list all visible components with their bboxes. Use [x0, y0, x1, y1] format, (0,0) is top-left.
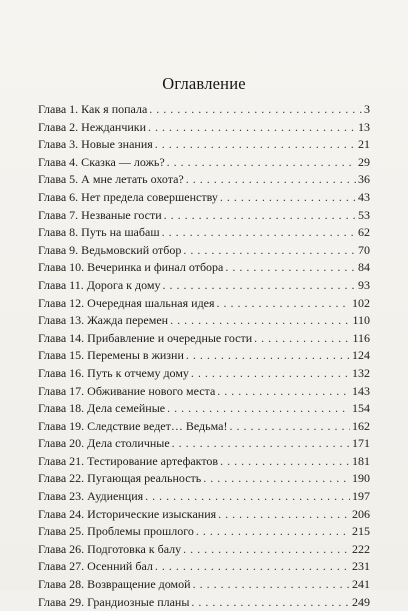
dot-leader — [229, 418, 350, 436]
toc-entry-label: Глава 13. Жажда перемен — [38, 313, 169, 328]
toc-entry — [38, 330, 370, 348]
toc-entry-label: Глава 5. А мне летать охота? — [38, 172, 184, 187]
toc-entry — [38, 312, 370, 330]
dot-leader — [220, 453, 350, 471]
dot-leader — [145, 488, 350, 506]
toc-entry-page-number: 162 — [352, 418, 370, 433]
toc-entry-page-number: 70 — [358, 242, 370, 257]
toc-entry — [38, 347, 370, 365]
toc-entry-page-number: 102 — [352, 295, 370, 310]
toc-entry-page-number: 93 — [358, 277, 370, 292]
toc-entry-label: Глава 1. Как я попала — [38, 102, 148, 116]
toc-entry-label: Глава 12. Очередная шальная идея — [38, 295, 215, 310]
toc-entry-page-number: 21 — [358, 137, 370, 152]
dot-leader — [148, 119, 356, 137]
toc-entry — [38, 154, 370, 172]
toc-entry — [38, 136, 370, 154]
dot-leader — [193, 576, 350, 594]
toc-entry-label: Глава 27. Осенний бал — [38, 559, 153, 574]
dot-leader — [186, 171, 356, 189]
toc-entry-label: Глава 21. Тестирование артефактов — [38, 453, 219, 468]
toc-entry — [38, 119, 370, 137]
toc-entry-page-number: 84 — [358, 260, 370, 275]
toc-entry-page-number: 241 — [352, 577, 370, 592]
toc-entry-label: Глава 29. Грандиозные планы — [38, 594, 190, 609]
toc-entry — [38, 470, 370, 488]
toc-entry — [38, 383, 370, 401]
toc-entry-page-number: 249 — [352, 594, 370, 609]
toc-entry-page-number: 197 — [352, 489, 370, 504]
toc-entry — [38, 400, 370, 418]
toc-entry-page-number: 13 — [358, 119, 370, 134]
toc-entry — [38, 101, 370, 119]
toc-entry-label: Глава 23. Аудиенция — [38, 489, 144, 504]
toc-entry-page-number: 171 — [352, 436, 370, 451]
dot-leader — [217, 295, 350, 313]
dot-leader — [162, 277, 356, 295]
dot-leader — [186, 347, 350, 365]
toc-entry-page-number: 143 — [352, 383, 370, 398]
toc-entry — [38, 224, 370, 242]
toc-entry — [38, 488, 370, 506]
dot-leader — [220, 189, 356, 207]
toc-entry — [38, 171, 370, 189]
dot-leader — [167, 154, 356, 172]
dot-leader — [203, 470, 350, 488]
toc-entry-label: Глава 6. Нет предела совершенству — [38, 189, 218, 204]
toc-entry-label: Глава 28. Возвращение домой — [38, 577, 191, 592]
toc-entry-label: Глава 25. Проблемы прошлого — [38, 524, 194, 539]
toc-entry-page-number: 116 — [352, 330, 370, 345]
toc-entry — [38, 541, 370, 559]
dot-leader — [218, 506, 350, 524]
toc-entry-page-number: 36 — [358, 172, 370, 187]
toc-entry-page-number: 154 — [352, 401, 370, 416]
toc-entry-label: Глава 17. Обживание нового места — [38, 383, 216, 398]
toc-entry-page-number: 29 — [358, 154, 370, 169]
toc-entry — [38, 365, 370, 383]
toc-list — [38, 101, 370, 611]
toc-entry-page-number: 231 — [352, 559, 370, 574]
toc-entry-label: Глава 8. Путь на шабаш — [38, 225, 160, 240]
dot-leader — [254, 330, 350, 348]
toc-entry-label: Глава 14. Прибавление и очередные гости — [38, 330, 253, 345]
toc-entry-label: Глава 4. Сказка — ложь? — [38, 154, 165, 169]
toc-entry-page-number: 181 — [352, 453, 370, 468]
toc-entry-label: Глава 16. Путь к отчему дому — [38, 365, 189, 380]
toc-entry-label: Глава 2. Нежданчики — [38, 119, 147, 134]
dot-leader — [155, 558, 350, 576]
dot-leader — [162, 224, 356, 242]
toc-entry — [38, 277, 370, 295]
toc-entry — [38, 594, 370, 611]
toc-entry — [38, 453, 370, 471]
dot-leader — [191, 365, 350, 383]
dot-leader — [191, 594, 350, 611]
toc-entry — [38, 295, 370, 313]
toc-entry — [38, 435, 370, 453]
toc-entry-label: Глава 10. Вечеринка и финал отбора — [38, 260, 224, 275]
dot-leader — [155, 136, 356, 154]
toc-entry-label: Глава 20. Дела столичные — [38, 436, 170, 451]
dot-leader — [225, 259, 356, 277]
toc-entry-label: Глава 9. Ведьмовский отбор — [38, 242, 182, 257]
dot-leader — [167, 400, 350, 418]
dot-leader — [196, 523, 350, 541]
toc-entry — [38, 242, 370, 260]
toc-entry-page-number: 62 — [358, 225, 370, 240]
toc-entry-label: Глава 24. Исторические изыскания — [38, 506, 217, 521]
toc-entry-label: Глава 7. Незваные гости — [38, 207, 162, 222]
dot-leader — [170, 312, 350, 330]
dot-leader — [172, 435, 350, 453]
toc-entry — [38, 418, 370, 436]
toc-entry — [38, 576, 370, 594]
toc-entry — [38, 189, 370, 207]
dot-leader — [183, 242, 356, 260]
dot-leader — [217, 383, 350, 401]
toc-entry-page-number: 43 — [358, 189, 370, 204]
toc-entry — [38, 558, 370, 576]
toc-entry-page-number: 53 — [358, 207, 370, 222]
toc-entry-label: Глава 11. Дорога к дому — [38, 277, 161, 292]
toc-entry-page-number: 190 — [352, 471, 370, 486]
toc-entry — [38, 259, 370, 277]
toc-entry-page-number: 110 — [352, 313, 370, 328]
toc-entry-page-number: 3 — [364, 102, 370, 116]
toc-title: Оглавление — [162, 74, 246, 93]
toc-entry-label: Глава 18. Дела семейные — [38, 401, 166, 416]
toc-entry-page-number: 206 — [352, 506, 370, 521]
dot-leader — [164, 207, 356, 225]
toc-entry-label: Глава 15. Перемены в жизни — [38, 348, 184, 363]
toc-entry — [38, 207, 370, 225]
toc-entry-label: Глава 22. Пугающая реальность — [38, 471, 202, 486]
toc-entry-label: Глава 3. Новые знания — [38, 137, 153, 152]
toc-entry-label: Глава 19. Следствие ведет… Ведьма! — [38, 418, 228, 433]
toc-entry-page-number: 222 — [352, 541, 370, 556]
toc-entry-page-number: 215 — [352, 524, 370, 539]
toc-entry-page-number: 124 — [352, 348, 370, 363]
toc-entry-page-number: 132 — [352, 365, 370, 380]
toc-entry — [38, 506, 370, 524]
dot-leader — [183, 541, 350, 559]
toc-entry-label: Глава 26. Подготовка к балу — [38, 541, 182, 556]
dot-leader — [149, 101, 362, 119]
toc-entry — [38, 523, 370, 541]
